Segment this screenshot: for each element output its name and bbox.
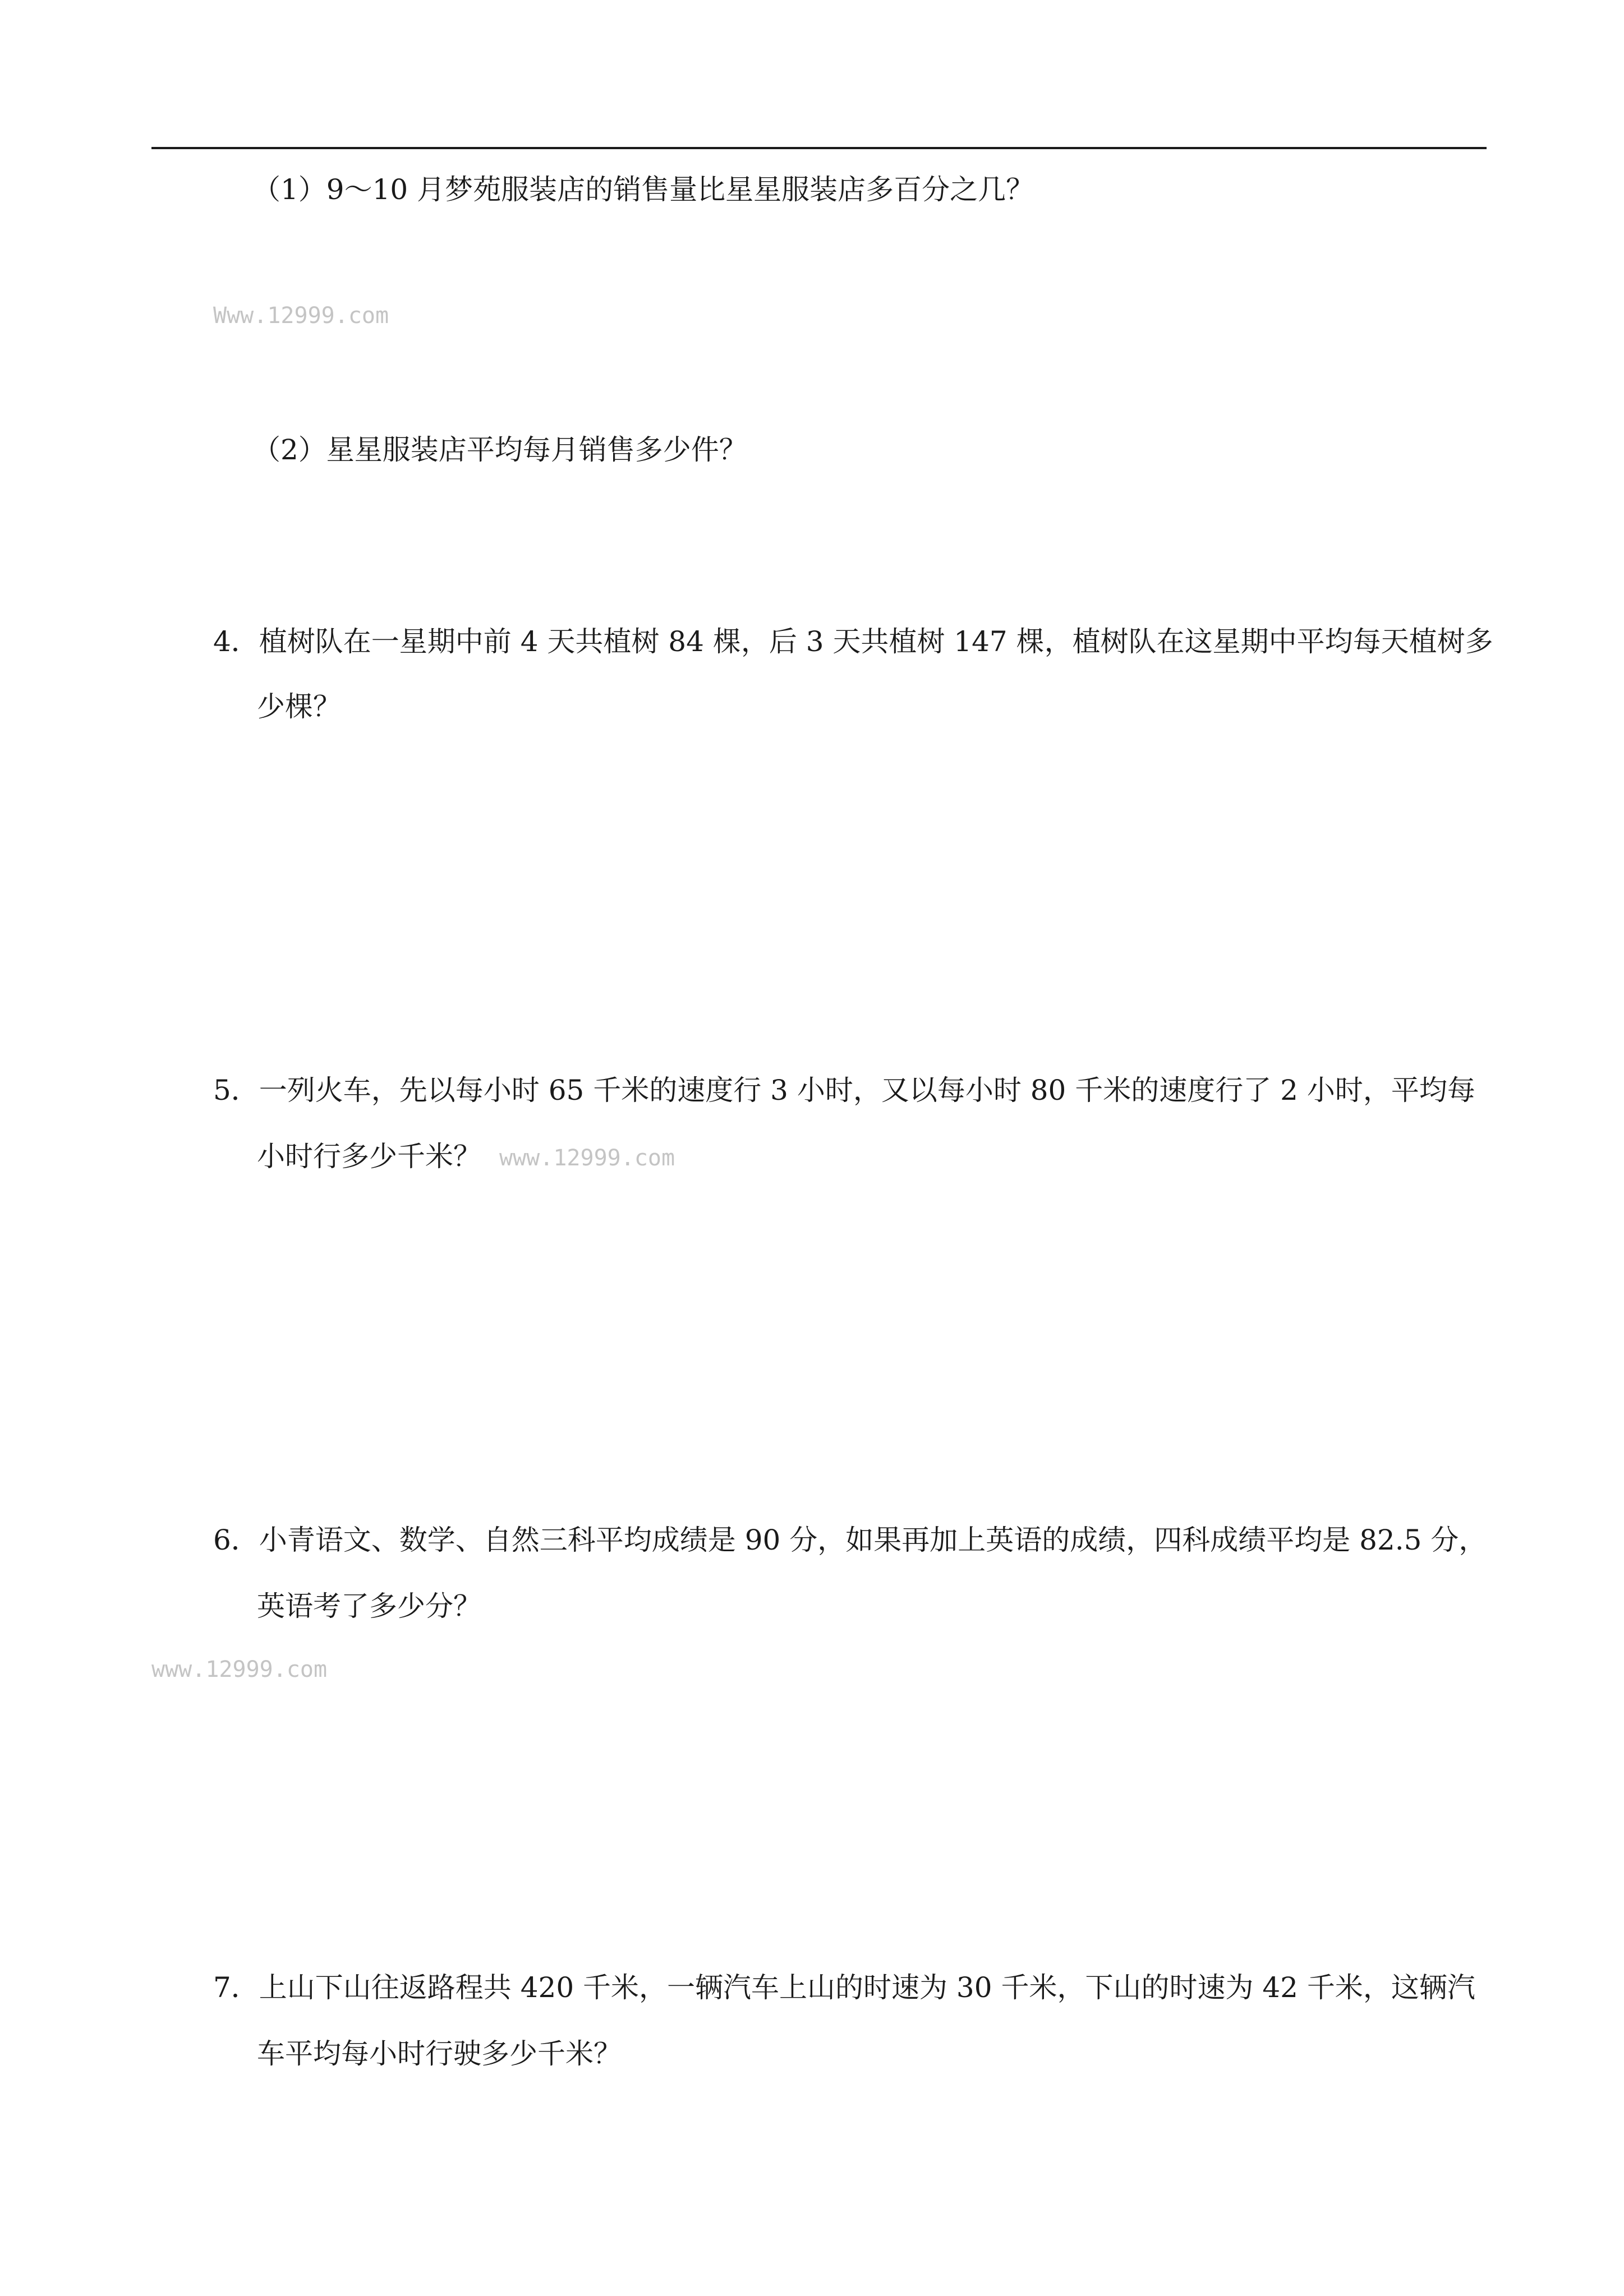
watermark-2: www.12999.com [499, 1145, 675, 1171]
question-6-line-2: 英语考了多少分？ [257, 1590, 481, 1622]
watermark-3: www.12999.com [151, 1657, 328, 1682]
question-6-line-1: 6．小青语文、数学、自然三科平均成绩是 90 分，如果再加上英语的成绩，四科成绩平均是 82.5 分， [213, 1524, 1487, 1556]
question-7-line-2: 车平均每小时行驶多少千米？ [257, 2037, 622, 2070]
question-5-line-2: 小时行多少千米？ [257, 1140, 481, 1173]
question-4-line-2: 少棵？ [257, 690, 341, 723]
sub-question-1: （1）9～10 月梦苑服装店的销售量比星星服装店多百分之几？ [252, 173, 1034, 206]
sub-question-2: （2）星星服装店平均每月销售多少件？ [252, 434, 747, 466]
watermark-1: Www.12999.com [213, 303, 389, 329]
question-5-line-1: 5．一列火车，先以每小时 65 千米的速度行 3 小时，又以每小时 80 千米的速度行了 2 小时，平均每 [213, 1074, 1475, 1106]
question-4-line-1: 4．植树队在一星期中前 4 天共植树 84 棵，后 3 天共植树 147 棵，植树队在这星期中平均每天植树多 [213, 625, 1493, 658]
question-7-line-1: 7．上山下山往返路程共 420 千米，一辆汽车上山的时速为 30 千米，下山的时速为 42 千米，这辆汽 [213, 1971, 1475, 2004]
header-rule [151, 147, 1487, 149]
